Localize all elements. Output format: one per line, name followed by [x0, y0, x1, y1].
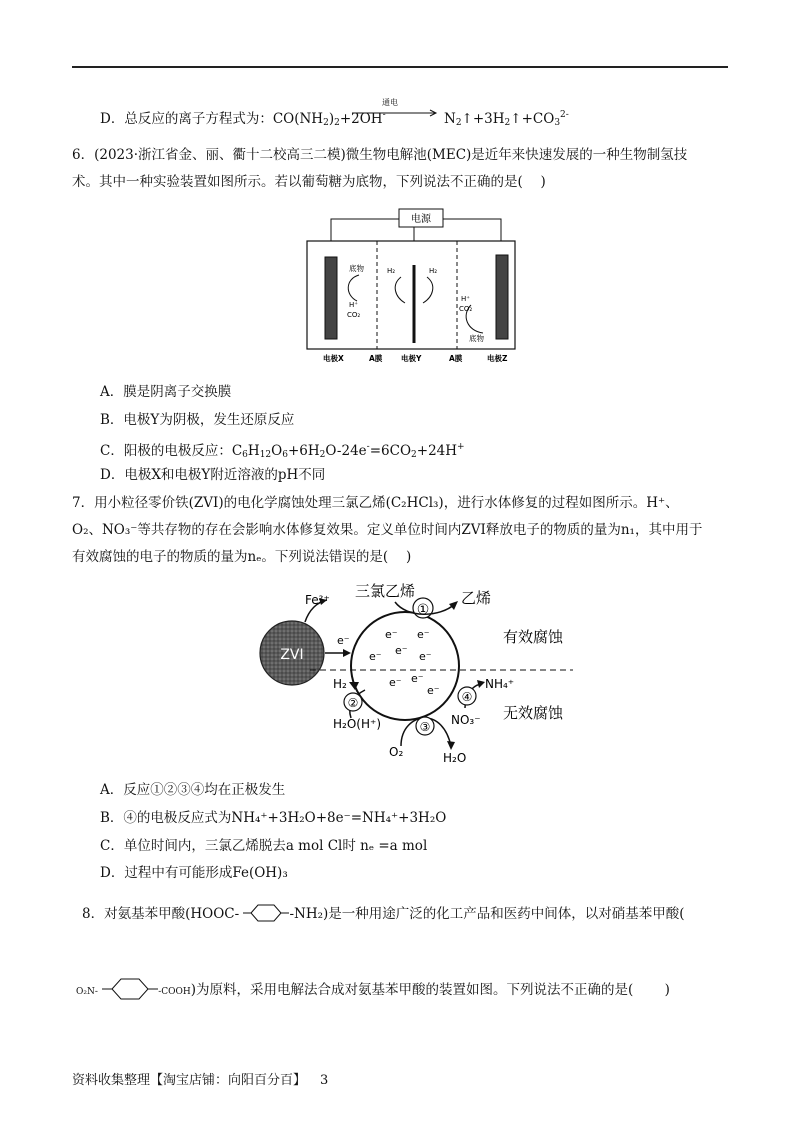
electron-label: e⁻: [427, 684, 440, 697]
h2o-label: H₂O: [443, 751, 467, 765]
q7-stem-line: O₂、NO₃⁻等共存物的存在会影响水体修复效果。定义单位时间内ZVI释放电子的物质的量为n₁，其中用于: [72, 522, 703, 538]
q5-d-sub: 3: [554, 118, 561, 128]
q6-stem-line: 术。其中一种实验装置如图所示。若以葡萄糖为底物，下列说法不正确的是( ): [72, 174, 546, 190]
no3-label: NO₃⁻: [451, 713, 481, 727]
tce-label: 三氯乙烯: [355, 582, 416, 600]
q8-stem-line2: [76, 976, 670, 1002]
q6-stem-line: 6．(2023·浙江省金、丽、衢十二校高三二模)微生物电解池(MEC)是近年来快速发展的一种生物制氢技: [72, 147, 688, 163]
q5-option-d-products: [444, 105, 569, 133]
right-substrate: 底物: [469, 334, 484, 343]
q7-stem-line: 有效腐蚀的电子的物质的量为nₑ。下列说法错误的是( ): [72, 549, 412, 565]
electron-label: e⁻: [419, 650, 432, 663]
electron-label: e⁻: [411, 672, 424, 685]
reaction-1-label: ①: [416, 602, 430, 618]
electron-sphere: [351, 612, 459, 720]
q8-o2n: O₂N-: [76, 987, 98, 997]
q6-c-sub: 6: [242, 450, 248, 460]
q6-c-text: +24H: [416, 443, 458, 459]
nh4-label: NH₄⁺: [485, 677, 515, 691]
page-footer: [72, 1069, 328, 1088]
q5-arrow-label: 通电: [382, 98, 398, 107]
ineffective-corrosion-label: 无效腐蚀: [503, 704, 564, 722]
q5-d-text: +2OH: [339, 111, 383, 127]
mid-h2-right: H₂: [429, 267, 438, 275]
q6-c-sub: 2: [411, 450, 417, 460]
q7-stem-line: 7．用小粒径零价铁(ZVI)的电化学腐蚀处理三氯乙烯(C₂HCl₃)，进行水体修复的过程如图所示。H⁺、: [72, 495, 679, 511]
label-membrane-a: A膜: [369, 354, 383, 363]
electrode-x: [325, 257, 337, 339]
q6-c-sup: +: [457, 442, 465, 452]
q5-d-sub: 2: [334, 118, 340, 128]
label-electrode-x: 电极X: [323, 354, 344, 363]
q7-stem: [72, 490, 732, 571]
o2-label: O₂: [389, 745, 404, 759]
q6-option-d: D．电极X和电极Y附近溶液的pH不同: [100, 467, 326, 483]
q6-c-text: +6H: [287, 443, 320, 459]
reaction-2-label: ②: [347, 696, 359, 710]
effective-corrosion-label: 有效腐蚀: [503, 628, 564, 646]
fe2-label: Fe²⁺: [305, 593, 330, 607]
left-substrate: 底物: [349, 264, 364, 273]
q7-option-c: C．单位时间内，三氯乙烯脱去a mol Cl时 nₑ =a mol: [100, 838, 428, 854]
q5-d-text: D．总反应的离子方程式为：CO(NH: [100, 111, 324, 127]
q5-d-sup: -: [382, 110, 386, 120]
q7-option-d: D．过程中有可能形成Fe(OH)₃: [100, 865, 288, 881]
q6-stem: [72, 142, 732, 196]
zvi-label: ZVI: [280, 647, 304, 663]
electron-label: e⁻: [337, 634, 350, 647]
footer-text: 资料收集整理【淘宝店铺：向阳百分百】: [72, 1073, 307, 1088]
q8-stem-line1: [82, 903, 685, 924]
label-electrode-z: 电极Z: [487, 354, 508, 363]
right-h-ion: H⁺: [461, 295, 470, 303]
q6-c-text: O-24e: [325, 443, 367, 459]
left-h-ion: H⁺: [349, 301, 358, 309]
q6-c-text: H: [247, 443, 260, 459]
q8-text: -NH₂)是一种用途广泛的化工产品和医药中间体，以对硝基苯甲酸(: [289, 906, 685, 922]
q7-option-b: B．④的电极反应式为NH₄⁺+3H₂O+8e⁻=NH₄⁺+3H₂O: [100, 810, 447, 826]
q5-d-text: ↑+CO: [510, 111, 555, 127]
electron-label: e⁻: [389, 676, 402, 689]
electrode-z: [496, 255, 508, 339]
ethylene-label: 乙烯: [461, 589, 492, 607]
q6-c-text: O: [271, 443, 283, 459]
arrow-icon: [352, 101, 440, 121]
q5-d-sub: 2: [323, 118, 329, 128]
left-co2: CO₂: [347, 311, 361, 319]
power-source-label: 电源: [411, 214, 431, 225]
reaction-4-label: ④: [461, 690, 473, 704]
label-electrode-y: 电极Y: [401, 354, 422, 363]
benzene-ring-icon: [102, 976, 158, 1002]
q6-c-text: C．阳极的电极反应：C: [100, 443, 243, 459]
q6-c-sub: 6: [282, 450, 288, 460]
electron-label: e⁻: [417, 628, 430, 641]
page-number: 3: [320, 1073, 329, 1088]
q6-option-a: A．膜是阴离子交换膜: [100, 384, 232, 400]
electron-label: e⁻: [369, 650, 382, 663]
right-co2: CO₂: [459, 305, 473, 313]
q6-option-b: B．电极Y为阴极，发生还原反应: [100, 412, 295, 428]
benzene-ring-icon: [243, 903, 289, 923]
q5-d-text: ↑+3H: [461, 111, 505, 127]
q8-text: 8．对氨基苯甲酸(HOOC-: [82, 906, 240, 922]
h2o-h-label: H₂O(H⁺): [333, 717, 381, 731]
electron-label: e⁻: [395, 644, 408, 657]
q6-c-sup: -: [366, 442, 370, 452]
mid-h2-left: H₂: [387, 267, 396, 275]
q6-option-c: [100, 437, 465, 465]
q6-mec-diagram: [301, 205, 521, 365]
q5-d-text: ): [328, 111, 335, 127]
reaction-3-label: ③: [419, 720, 431, 734]
q5-d-sub: 2: [504, 118, 511, 128]
q8-cooh: -COOH: [158, 987, 191, 997]
q6-c-sub: 12: [259, 450, 272, 460]
q5-reaction-arrow: [352, 98, 440, 121]
h2-label: H₂: [333, 677, 347, 691]
header-rule: [72, 66, 728, 68]
q8-text: )为原料，采用电解法合成对氨基苯甲酸的装置如图。下列说法不正确的是( ): [190, 982, 670, 998]
q5-d-text: N: [444, 111, 456, 127]
electron-label: e⁻: [385, 628, 398, 641]
q7-zvi-diagram: [255, 578, 575, 768]
label-membrane-a: A膜: [449, 354, 463, 363]
q6-c-sub: 2: [319, 450, 326, 460]
q7-option-a: A．反应①②③④均在正极发生: [100, 782, 286, 798]
q6-c-text: =6CO: [369, 443, 412, 459]
q5-d-sub: 2: [455, 118, 462, 128]
q5-option-d: [100, 105, 386, 133]
q5-d-sup: 2-: [560, 110, 569, 120]
